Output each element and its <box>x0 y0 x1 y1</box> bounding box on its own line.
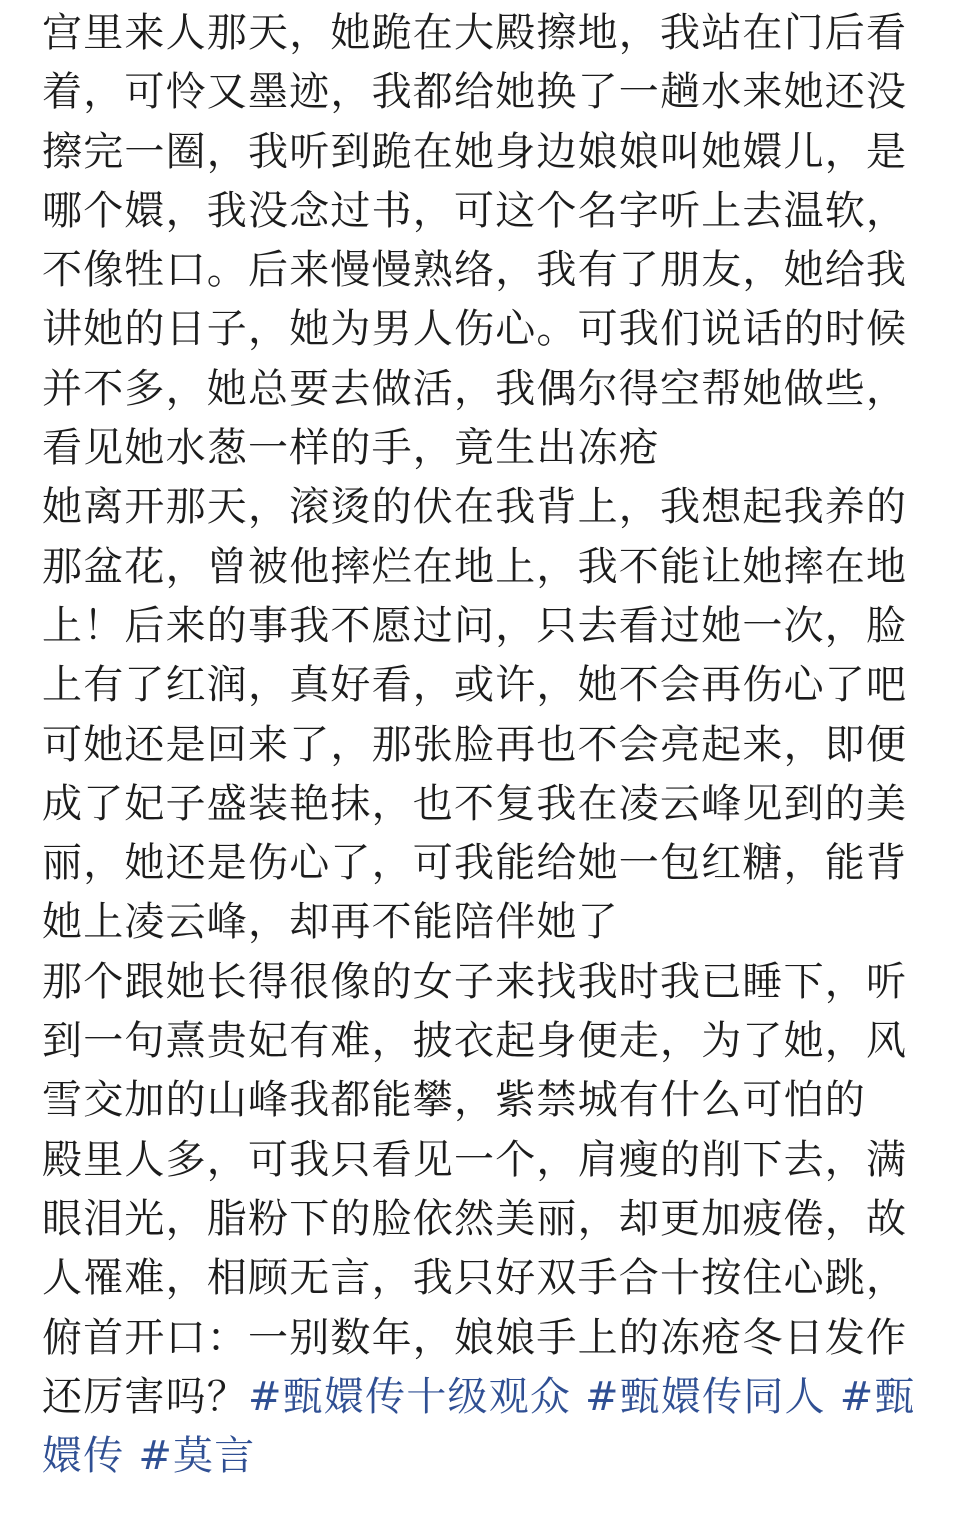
post-text-line: 那个跟她长得很像的女子来找我时我已睡下，听 <box>42 958 908 1005</box>
hashtag-link-zhenhuan-part2[interactable]: 嬛传 <box>42 1433 125 1480</box>
post-text-line: 雪交加的山峰我都能攀，紫禁城有什么可怕的 <box>42 1077 866 1124</box>
post-body <box>42 4 932 1486</box>
post-text-line: 着，可怜又墨迹，我都给她换了一趟水来她还没 <box>42 69 908 116</box>
post-text-line: 上有了红润，真好看，或许，她不会再伤心了吧 <box>42 662 908 709</box>
post-text-line: 殿里人多，可我只看见一个，肩瘦的削下去，满 <box>42 1136 908 1183</box>
post-text-line: 到一句熹贵妃有难，披衣起身便走，为了她，风 <box>42 1018 908 1065</box>
post-text-line: 擦完一圈，我听到跪在她身边娘娘叫她嬛儿，是 <box>42 128 908 175</box>
post-text-line: 可她还是回来了，那张脸再也不会亮起来，即便 <box>42 721 908 768</box>
post-text-line: 并不多，她总要去做活，我偶尔得空帮她做些， <box>42 365 908 412</box>
post-text-line-with-hashtags <box>42 1427 932 1486</box>
post-text-line: 宫里来人那天，她跪在大殿擦地，我站在门后看 <box>42 10 908 56</box>
hashtag-link-moyan[interactable]: #莫言 <box>138 1433 256 1480</box>
post-text-line: 俯首开口：一别数年，娘娘手上的冻疮冬日发作 <box>42 1314 908 1361</box>
post-text-fragment: 还厉害吗？ <box>42 1373 248 1420</box>
post-text-line: 讲她的日子，她为男人伤心。可我们说话的时候 <box>42 306 908 353</box>
hashtag-link-zhenhuan-fanfic[interactable]: #甄嬛传同人 <box>585 1373 826 1420</box>
post-text-line: 她上凌云峰，却再不能陪伴她了 <box>42 899 619 946</box>
post-text-line: 看见她水葱一样的手，竟生出冻疮 <box>42 425 660 472</box>
post-text-line: 那盆花，曾被他摔烂在地上，我不能让她摔在地 <box>42 543 908 590</box>
post-text-line: 她离开那天，滚烫的伏在我背上，我想起我养的 <box>42 484 908 531</box>
post-text-line: 丽，她还是伤心了，可我能给她一包红糖，能背 <box>42 840 908 887</box>
post-text-line: 眼泪光，脂粉下的脸依然美丽，却更加疲倦，故 <box>42 1195 908 1242</box>
post-text-line: 人罹难，相顾无言，我只好双手合十按住心跳， <box>42 1255 908 1302</box>
hashtag-link-zhenhuan-part1[interactable]: #甄 <box>839 1373 916 1420</box>
post-text-line-with-hashtags <box>42 1368 932 1427</box>
post-text-line: 不像牲口。后来慢慢熟络，我有了朋友，她给我 <box>42 247 908 294</box>
post-text-line: 哪个嬛，我没念过书，可这个名字听上去温软， <box>42 187 908 234</box>
post-text-line: 上！后来的事我不愿过问，只去看过她一次，脸 <box>42 602 908 649</box>
post-text-line: 成了妃子盛装艳抹，也不复我在凌云峰见到的美 <box>42 780 908 827</box>
hashtag-link-zhenhuan-tenth-level-viewer[interactable]: #甄嬛传十级观众 <box>248 1373 572 1420</box>
